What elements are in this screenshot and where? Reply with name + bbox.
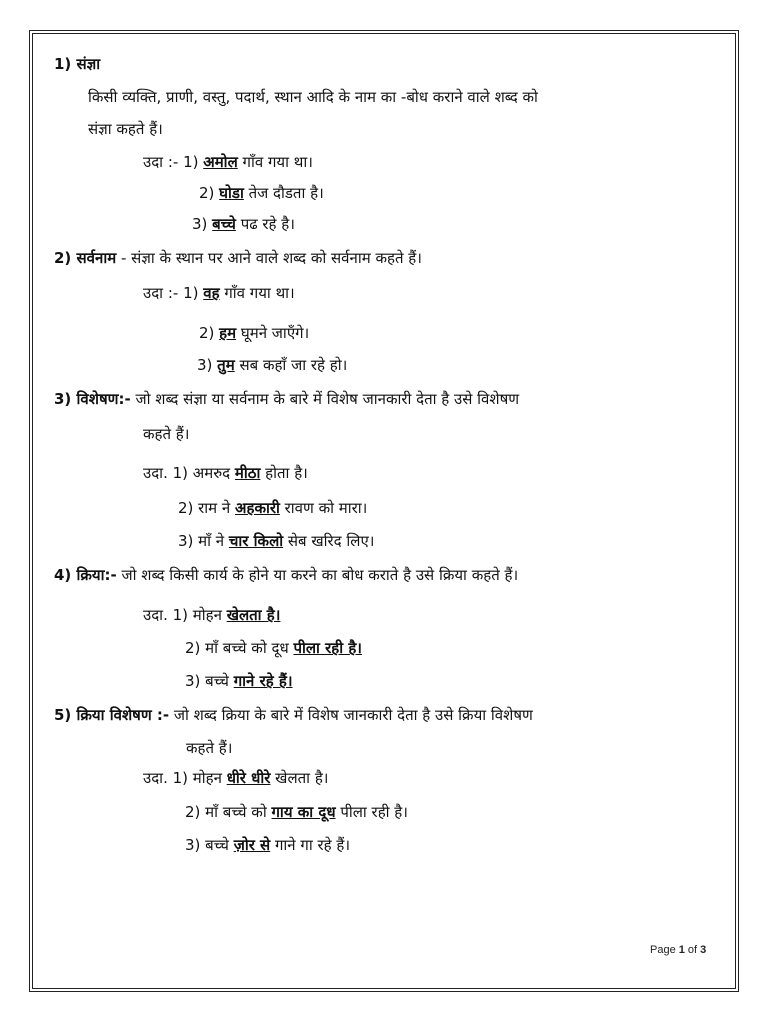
section-heading-sangya: 1) संज्ञा (54, 55, 101, 73)
visheshan-example-3: 3) माँ ने चार किलो सेब खरिद लिए। (178, 532, 375, 550)
kriya-example-2: 2) माँ बच्चे को दूध पीला रही है। (185, 639, 362, 657)
section-heading-kriya: 4) क्रिया:- (54, 566, 117, 584)
visheshan-example-1: उदा. 1) अमरुद मीठा होता है। (143, 464, 308, 482)
section-heading-kriya-visheshan: 5) क्रिया विशेषण :- (54, 706, 170, 724)
visheshan-definition-line1: 3) विशेषण:- जो शब्द संज्ञा या सर्वनाम के बारे में विशेष जानकारी देता है उसे विशेषण (54, 390, 520, 408)
kriya-visheshan-example-1: उदा. 1) मोहन धीरे धीरे खेलता है। (143, 769, 329, 787)
kriya-visheshan-example-2: 2) माँ बच्चे को गाय का दूध पीला रही है। (185, 803, 408, 821)
kriya-example-1: उदा. 1) मोहन खेलता है। (143, 606, 281, 624)
page-number-footer: Page 1 of 3 (650, 944, 707, 956)
sarvanam-example-1: उदा :- 1) वह गाँव गया था। (143, 284, 295, 302)
sangya-example-1: उदा :- 1) अमोल गाँव गया था। (143, 153, 313, 171)
kriya-example-3: 3) बच्चे गाने रहे हैं। (185, 672, 293, 690)
kriya-visheshan-definition-line1: 5) क्रिया विशेषण :- जो शब्द क्रिया के बारे में विशेष जानकारी देता है उसे क्रिया विशेषण (54, 706, 533, 724)
sangya-definition-line1: किसी व्यक्ति, प्राणी, वस्तु, पदार्थ, स्थान आदि के नाम का -बोध कराने वाले शब्द को (88, 88, 538, 106)
sangya-example-3: 3) बच्चे पढ रहे है। (192, 215, 295, 233)
visheshan-definition-line2: कहते हैं। (143, 425, 190, 443)
kriya-definition: 4) क्रिया:- जो शब्द किसी कार्य के होने या करने का बोध कराते है उसे क्रिया कहते हैं। (54, 566, 519, 584)
section-heading-visheshan: 3) विशेषण:- (54, 390, 131, 408)
sarvanam-example-2: 2) हम घूमने जाएँगे। (199, 324, 310, 342)
sangya-example-2: 2) घोडा तेज दौडता है। (199, 184, 324, 202)
sangya-definition-line2: संज्ञा कहते हैं। (88, 120, 163, 138)
page-border-inner (32, 33, 736, 989)
section-heading-sarvanam: 2) सर्वनाम (54, 249, 117, 267)
kriya-visheshan-definition-line2: कहते हैं। (186, 739, 233, 757)
visheshan-example-2: 2) राम ने अहकारी रावण को मारा। (178, 499, 368, 517)
sarvanam-example-3: 3) तुम सब कहाँ जा रहे हो। (197, 356, 348, 374)
kriya-visheshan-example-3: 3) बच्चे ज़ोर से गाने गा रहे हैं। (185, 836, 351, 854)
sarvanam-definition: 2) सर्वनाम - संज्ञा के स्थान पर आने वाले शब्द को सर्वनाम कहते हैं। (54, 249, 422, 267)
